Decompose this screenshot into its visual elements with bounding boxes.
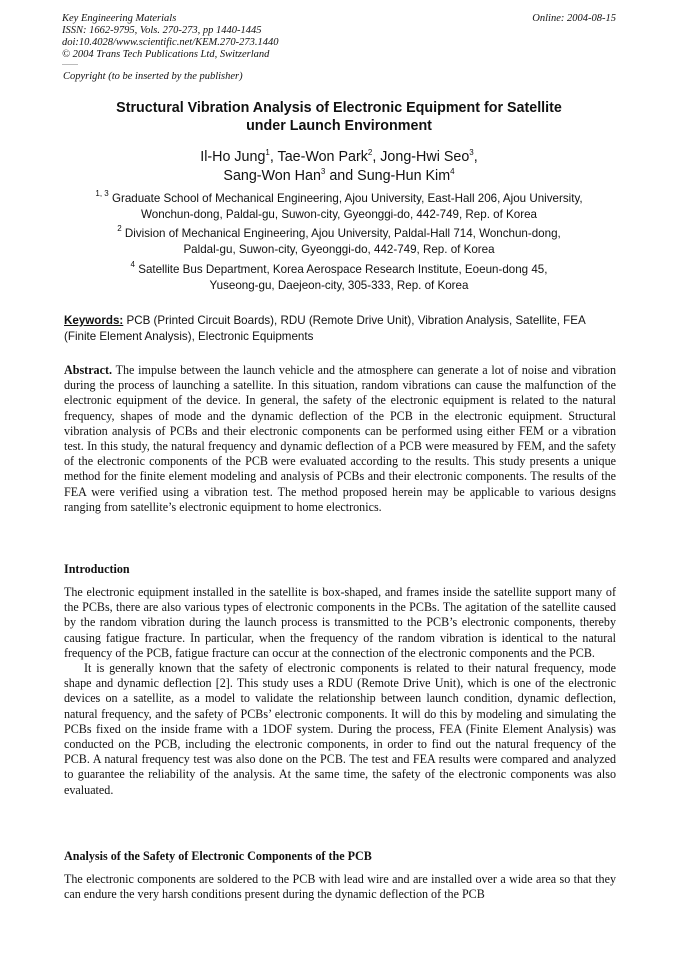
affiliation-3 <box>62 262 616 294</box>
title-line-2: under Launch Environment <box>246 118 432 134</box>
author-affil-mark: 1 <box>265 148 270 157</box>
affiliation-line <box>62 262 616 278</box>
author-name: , Jong-Hwi Seo <box>372 149 470 165</box>
affil-mark: 1, 3 <box>95 189 109 198</box>
paragraph: The electronic equipment installed in the satellite is box-shaped, and frames inside the satellite support many of the PCBs, there are also various types of electronic components in the PCBs. The agitation of the satellite caused by the random vibration during the launch process is transmitted to the PCB’s electronic components, thereby causing fatigue fracture. In particular, when the frequency of the random vibration is identical to the natural frequency of the PCB, fatigue fracture can occur at the connection of the electronic components and the PCB. <box>64 585 616 660</box>
author-name: , Tae-Won Park <box>269 149 368 165</box>
journal-header <box>62 13 616 61</box>
affiliation-1 <box>62 191 616 223</box>
author-name: Il-Ho Jung <box>200 149 266 165</box>
author-name: Sang-Won Han <box>223 167 321 184</box>
online-date: Online: 2004-08-15 <box>532 13 616 24</box>
analysis-body <box>64 872 616 902</box>
affil-text: Satellite Bus Department, Korea Aerospace Research Institute, Eoeun-dong 45, <box>134 263 548 276</box>
author-line-1 <box>62 148 616 167</box>
author-affil-mark: 3 <box>320 166 326 176</box>
abstract-block <box>64 363 616 515</box>
abstract-label: Abstract. <box>64 363 113 377</box>
affiliation-line <box>62 226 616 242</box>
journal-name: Key Engineering Materials <box>62 13 177 24</box>
affiliation-line: Paldal-gu, Suwon-city, Gyeonggi-do, 442-749, Rep. of Korea <box>183 243 495 256</box>
doi-line: doi:10.4028/www.scientific.net/KEM.270-273.1440 <box>62 37 279 48</box>
section-heading-introduction: Introduction <box>64 562 130 576</box>
author-separator: , <box>473 149 478 165</box>
paragraph: The electronic components are soldered to the PCB with lead wire and are installed over a wide area so that they can endure the very harsh conditions present during the dynamic deflection of the PCB <box>64 872 616 902</box>
affiliation-2 <box>62 226 616 258</box>
copyright-note: Copyright (to be inserted by the publisher) <box>63 71 243 82</box>
affiliation-line: Yuseong-gu, Daejeon-city, 305-333, Rep. of Korea <box>209 279 469 292</box>
issn-line: ISSN: 1662-9795, Vols. 270-273, pp 1440-1445 <box>62 25 262 36</box>
affil-text: Division of Mechanical Engineering, Ajou University, Paldal-Hall 714, Wonchun-dong, <box>121 227 561 240</box>
keywords-label: Keywords: <box>64 314 124 327</box>
author-list <box>62 148 616 185</box>
author-name: and Sung-Hun Kim <box>325 167 451 184</box>
author-affil-mark: 4 <box>450 166 455 176</box>
affil-text: Graduate School of Mechanical Engineering, Ajou University, East-Hall 206, Ajou University, <box>108 192 583 205</box>
paper-title <box>62 99 616 135</box>
section-heading-analysis: Analysis of the Safety of Electronic Components of the PCB <box>64 849 372 863</box>
title-line-1: Structural Vibration Analysis of Electronic Equipment for Satellite <box>116 100 562 116</box>
keywords-text: PCB (Printed Circuit Boards), RDU (Remote Drive Unit), Vibration Analysis, Satellite, FEA (Finite Element Analysis), Electronic Equipments <box>64 314 586 343</box>
author-affil-mark: 3 <box>469 148 474 157</box>
header-divider <box>62 64 78 65</box>
introduction-body <box>64 585 616 798</box>
abstract-text: The impulse between the launch vehicle and the atmosphere can generate a lot of noise and vibration during the process of launching a satellite. In this situation, random vibrations can cause the malfunction of the electronic equipment of the device. In general, the safety of the electronic equipment is related to the natural frequency, shapes of mode and the dynamic deflection of the PCB in the electronic equipment. Structural vibration analysis of PCBs and their electronic components can be performed using either FEM or a vibration test. In this study, the natural frequency and dynamic deflection of a PCB were measured by FEM, and the safety of the electronic components of the PCB were evaluated according to the results. This study presents a unique method for the finite element modeling and analysis of PCBs and their electronic components. The results of the FEA were verified using a vibration test. The method proposed herein may be applicable to various designs ranging from satellite’s electronic equipment to home electronics. <box>64 363 616 514</box>
author-line-2 <box>62 167 616 186</box>
author-affil-mark: 2 <box>367 148 373 157</box>
affil-mark: 2 <box>117 224 122 233</box>
affiliation-line <box>62 191 616 207</box>
affiliation-line: Wonchun-dong, Paldal-gu, Suwon-city, Gyeonggi-do, 442-749, Rep. of Korea <box>141 208 537 221</box>
publisher-line: © 2004 Trans Tech Publications Ltd, Switzerland <box>62 49 270 60</box>
keywords-block <box>64 313 616 345</box>
paragraph: It is generally known that the safety of electronic components is related to their natural frequency, mode shape and dynamic deflection [2]. This study uses a RDU (Remote Drive Unit), which is one of the electronic devices on a satellite, as a model to validate the relationship between launch condition, dynamic deflection, natural frequency, and the safety of PCBs’ electronic components. It will do this by modeling and simulating the PCBs fixed on the inside frame with a 1DOF system. During the process, FEA (Finite Element Analysis) was conducted on the PCB, including the electronic components, in order to find out the natural frequency of the PCB. A natural frequency test was also done on the PCB. The test and FEA results were compared and analyzed to guarantee the reliability of the analysis. At the same time, the safety of the electronic components was also evaluated. <box>64 661 616 797</box>
affil-mark: 4 <box>130 260 135 269</box>
